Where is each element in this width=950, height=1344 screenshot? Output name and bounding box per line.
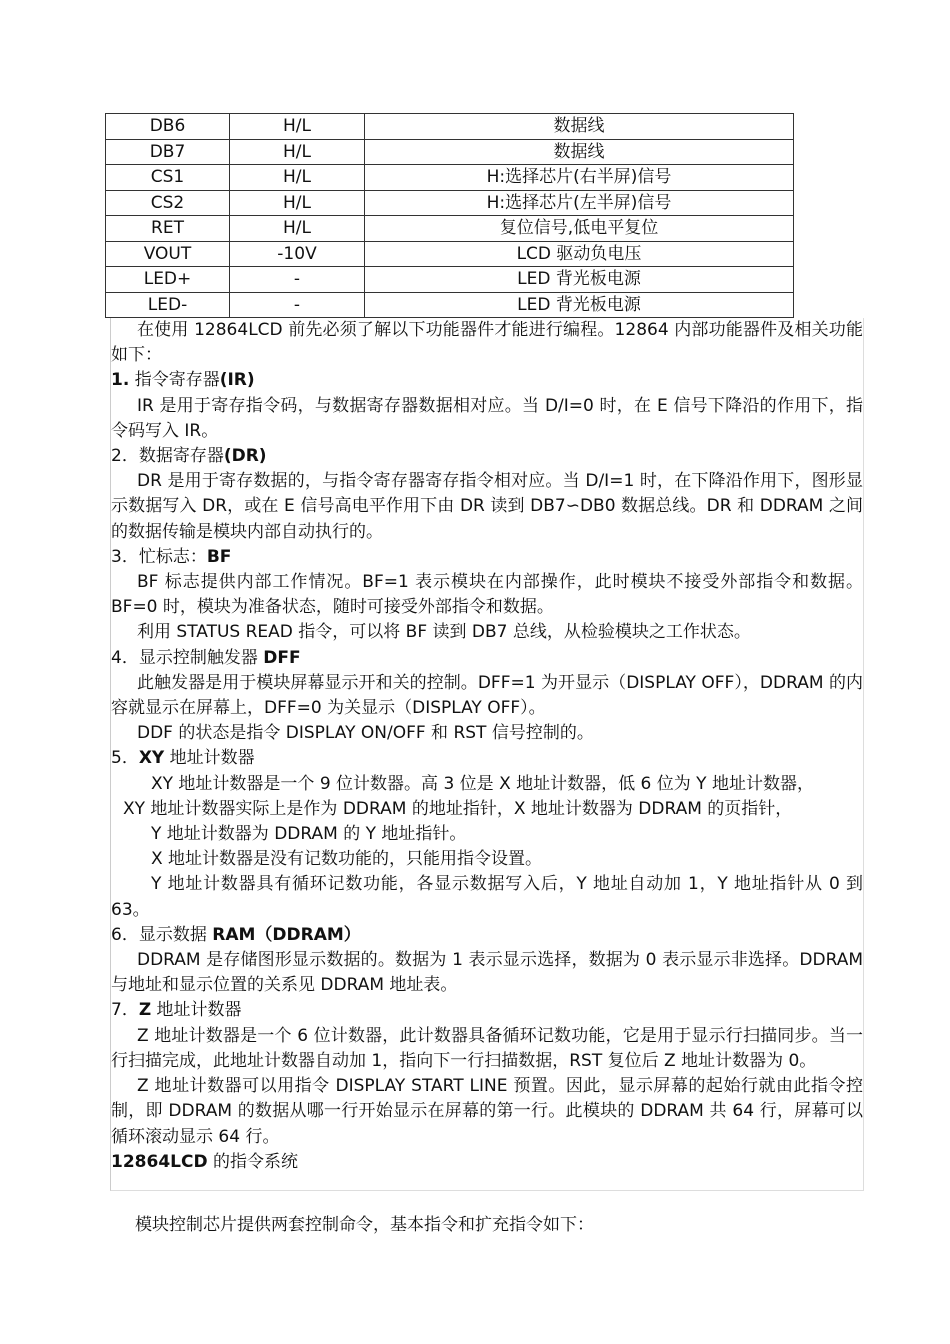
table-cell-pin: LED- (106, 292, 230, 318)
document-body (110, 318, 864, 1191)
table-cell-pin: DB7 (106, 139, 230, 165)
section-5-paragraph-4: X 地址计数器是没有记数功能的，只能用指令设置。 (151, 849, 543, 870)
table-row (106, 139, 794, 165)
section-3-heading: 3．忙标志：BF (111, 546, 232, 567)
section-3-paragraph-2: 利用 STATUS READ 指令，可以将 BF 读到 DB7 总线，从检验模块之工作状态。 (137, 622, 751, 643)
table-cell-level: H/L (230, 216, 365, 242)
table-cell-desc: 复位信号,低电平复位 (365, 216, 794, 242)
section-1-paragraph: IR 是用于寄存指令码，与数据寄存器数据相对应。当 D/I=0 时，在 E 信号下降沿的作用下，指令码写入 IR。 (111, 395, 863, 441)
section-5-paragraph-5: Y 地址计数器具有循环记数功能，各显示数据写入后，Y 地址自动加 1，Y 地址指针从 0 到 63。 (111, 874, 863, 920)
table-cell-level: H/L (230, 165, 365, 191)
section-4-paragraph-2: DDF 的状态是指令 DISPLAY ON/OFF 和 RST 信号控制的。 (137, 723, 594, 744)
table-cell-desc: H:选择芯片(右半屏)信号 (365, 165, 794, 191)
section-6-heading: 6．显示数据 RAM（DDRAM） (111, 924, 361, 945)
section-5-paragraph-3: Y 地址计数器为 DDRAM 的 Y 地址指针。 (151, 824, 467, 845)
section-5-heading: 5．XY 地址计数器 (111, 748, 255, 769)
table-cell-pin: VOUT (106, 241, 230, 267)
table-cell-desc: 数据线 (365, 114, 794, 140)
final-paragraph: 模块控制芯片提供两套控制命令，基本指令和扩充指令如下： (135, 1215, 594, 1235)
table-cell-pin: LED+ (106, 267, 230, 293)
section-5-paragraph-1: XY 地址计数器是一个 9 位计数器。高 3 位是 X 地址计数器，低 6 位为 Y 地址计数器， (151, 773, 814, 794)
table-cell-level: H/L (230, 190, 365, 216)
table-cell-desc: LED 背光板电源 (365, 292, 794, 318)
pin-table (105, 113, 794, 318)
table-cell-level: H/L (230, 114, 365, 140)
section-4-heading: 4．显示控制触发器 DFF (111, 647, 301, 668)
table-row (106, 114, 794, 140)
section-6-paragraph: DDRAM 是存储图形显示数据的。数据为 1 表示显示选择，数据为 0 表示显示非选择。DDRAM 与地址和显示位置的关系见 DDRAM 地址表。 (111, 950, 863, 996)
table-cell-pin: DB6 (106, 114, 230, 140)
section-7-paragraph-2: Z 地址计数器可以用指令 DISPLAY START LINE 预置。因此，显示屏幕的起始行就由此指令控制，即 DDRAM 的数据从哪一行开始显示在屏幕的第一行。此模块的 DDRAM 共 64 行，屏幕可以循环滚动显示 64 行。 (111, 1076, 863, 1147)
section-5-paragraph-2: XY 地址计数器实际上是作为 DDRAM 的地址指针，X 地址计数器为 DDRAM 的页指针， (123, 798, 793, 819)
table-cell-desc: 数据线 (365, 139, 794, 165)
table-row (106, 267, 794, 293)
table-row (106, 241, 794, 267)
table-cell-pin: CS1 (106, 165, 230, 191)
command-system-heading: 12864LCD 的指令系统 (111, 1151, 298, 1172)
section-4-paragraph-1: 此触发器是用于模块屏幕显示开和关的控制。DFF=1 为开显示（DISPLAY OFF），DDRAM 的内容就显示在屏幕上，DFF=0 为关显示（DISPLAY OFF）。 (111, 672, 863, 719)
section-3-paragraph-1: BF 标志提供内部工作情况。BF=1 表示模块在内部操作，此时模块不接受外部指令和数据。BF=0 时，模块为准备状态，随时可接受外部指令和数据。 (111, 572, 863, 618)
table-cell-desc: H:选择芯片(左半屏)信号 (365, 190, 794, 216)
intro-paragraph: 在使用 12864LCD 前先必须了解以下功能器件才能进行编程。12864 内部功能器件及相关功能如下： (111, 320, 863, 366)
section-7-paragraph-1: Z 地址计数器是一个 6 位计数器，此计数器具备循环记数功能，它是用于显示行扫描同步。当一行扫描完成，此地址计数器自动加 1，指向下一行扫描数据，RST 复位后 Z 地址计数器为 0。 (111, 1025, 863, 1071)
table-cell-level: H/L (230, 139, 365, 165)
table-cell-level: - (230, 292, 365, 318)
table-row (106, 292, 794, 318)
table-cell-level: -10V (230, 241, 365, 267)
table-cell-desc: LED 背光板电源 (365, 267, 794, 293)
table-row (106, 216, 794, 242)
table-row (106, 190, 794, 216)
section-2-paragraph: DR 是用于寄存数据的，与指令寄存器寄存指令相对应。当 D/I=1 时，在下降沿作用下，图形显示数据写入 DR，或在 E 信号高电平作用下由 DR 读到 DB7∽DB0 数据总线。DR 和 DDRAM 之间的数据传输是模块内部自动执行的。 (111, 471, 863, 542)
section-7-heading: 7．Z 地址计数器 (111, 1000, 242, 1021)
table-cell-desc: LCD 驱动负电压 (365, 241, 794, 267)
table-cell-pin: CS2 (106, 190, 230, 216)
table-cell-pin: RET (106, 216, 230, 242)
section-1-heading: 1. 指令寄存器(IR) (111, 370, 255, 391)
section-2-heading: 2．数据寄存器(DR) (111, 446, 267, 467)
table-row (106, 165, 794, 191)
table-cell-level: - (230, 267, 365, 293)
